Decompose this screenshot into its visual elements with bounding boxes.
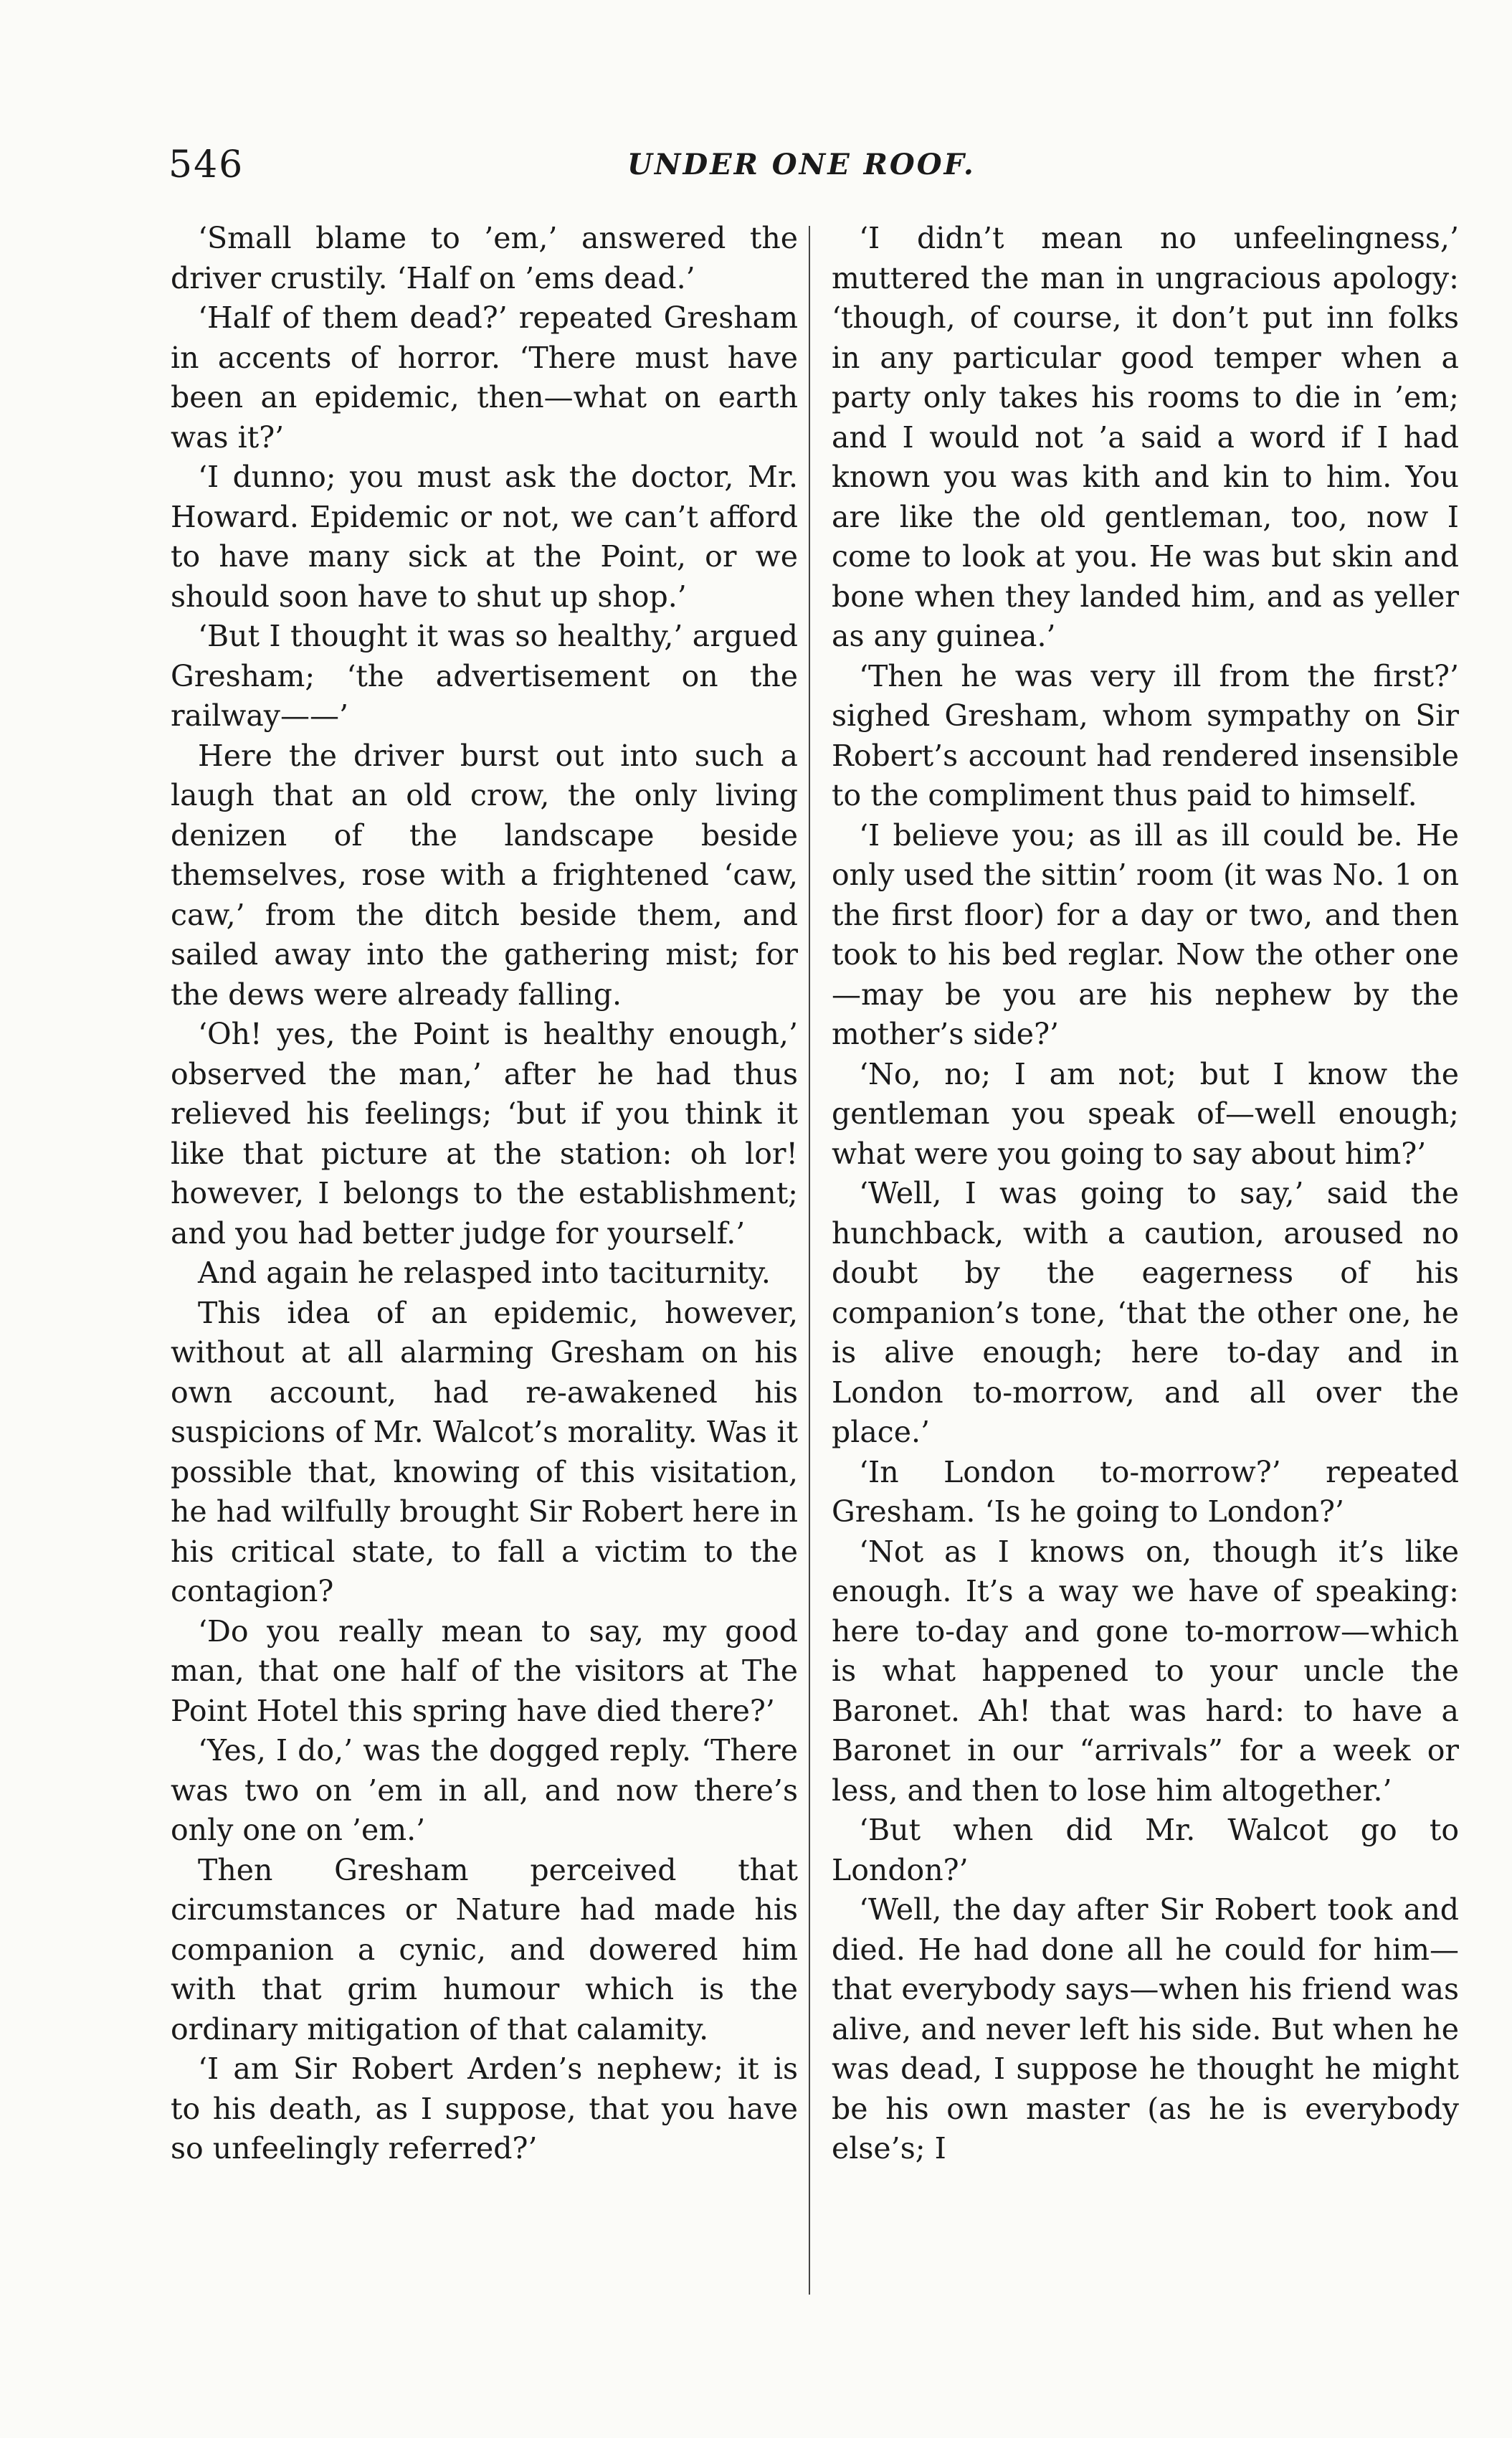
right-column [832,219,1459,2169]
paragraph: ‘No, no; I am not; but I know the gentleman you speak of—well enough; what were you going to say about him?’ [832,1056,1459,1171]
paragraph: ‘In London to-morrow?’ repeated Gresham. ‘Is he going to London?’ [832,1454,1459,1529]
paragraph: ‘Then he was very ill from the first?’ sighed Gresham, whom sympathy on Sir Robert’s account had rendered insensible to the compliment thus paid to himself. [832,658,1459,812]
paragraph: ‘Oh! yes, the Point is healthy enough,’ observed the man,’ after he had thus relieved his feelings; ‘but if you think it like that picture at the station: oh lor! however, I belongs to the establishment; and you had better judge for yourself.’ [171,1017,798,1251]
paragraph: ‘Half of them dead?’ repeated Gresham in accents of horror. ‘There must have been an epidemic, then—what on earth was it?’ [171,300,798,455]
paragraph: Here the driver burst out into such a laugh that an old crow, the only living denizen of the landscape beside themselves, rose with a frightened ‘caw, caw,’ from the ditch beside them, and sailed away into the gathering mist; for the dews were already falling. [171,738,798,1012]
paragraph: ‘But when did Mr. Walcot go to London?’ [832,1813,1459,1887]
paragraph: ‘Well, I was going to say,’ said the hunchback, with a caution, aroused no doubt by the eagerness of his companion’s tone, ‘that the other one, he is alive enough; here to-day and in London to-morrow, and all over the place.’ [832,1176,1459,1449]
paragraph: ‘I believe you; as ill as ill could be. He only used the sittin’ room (it was No. 1 on the first floor) for a day or two, and then took to his bed reglar. Now the other one—may be you are his nephew by the mother’s side?’ [832,817,1459,1051]
paragraph: ‘Yes, I do,’ was the dogged reply. ‘There was two on ’em in all, and now there’s only one on ’em.’ [171,1733,798,1847]
paragraph: ‘I dunno; you must ask the doctor, Mr. Howard. Epidemic or not, we can’t afford to have many sick at the Point, or we should soon have to shut up shop.’ [171,460,798,614]
paragraph: ‘Small blame to ’em,’ answered the driver crustily. ‘Half on ’ems dead.’ [171,221,798,295]
paragraph: ‘I didn’t mean no unfeelingness,’ muttered the man in ungracious apology: ‘though, of course, it don’t put inn folks in any particular good temper when a party only takes his rooms to die in ’em; and I would not ’a said a word if I had known you was kith and kin to him. You are like the old gentleman, too, now I come to look at you. He was but skin and bone when they landed him, and as yeller as any guinea.’ [832,221,1459,653]
paragraph: ‘Well, the day after Sir Robert took and died. He had done all he could for him—that everybody says—when his friend was alive, and never left his side. But when he was dead, I suppose he thought he might be his own master (as he is everybody else’s; I [832,1892,1459,2166]
running-title: UNDER ONE ROOF. [627,148,976,181]
column-divider [809,226,810,2295]
paragraph: This idea of an epidemic, however, without at all alarming Gresham on his own account, had re-awakened his suspicions of Mr. Walcot’s morality. Was it possible that, knowing of this visitation, he had wilfully brought Sir Robert here in his critical state, to fall a victim to the contagion? [171,1295,798,1608]
paragraph: ‘But I thought it was so healthy,’ argued Gresham; ‘the advertisement on the railway——’ [171,619,798,733]
paragraph: ‘Not as I knows on, though it’s like enough. It’s a way we have of speaking: here to-day and gone to-morrow—which is what happened to your uncle the Baronet. Ah! that was hard: to have a Baronet in our “arrivals” for a week or less, and then to lose him altogether.’ [832,1534,1459,1808]
paragraph: And again he relasped into taciturnity. [198,1256,771,1290]
page-number: 546 [168,143,244,186]
left-column [171,219,798,2169]
paragraph: Then Gresham perceived that circumstances or Nature had made his companion a cynic, and dowered him with that grim humour which is the ordinary mitigation of that calamity. [171,1852,798,2046]
page-header [168,143,1455,194]
paragraph: ‘I am Sir Robert Arden’s nephew; it is to his death, as I suppose, that you have so unfeelingly referred?’ [171,2052,798,2166]
paragraph: ‘Do you really mean to say, my good man, that one half of the visitors at The Point Hotel this spring have died there?’ [171,1613,798,1728]
